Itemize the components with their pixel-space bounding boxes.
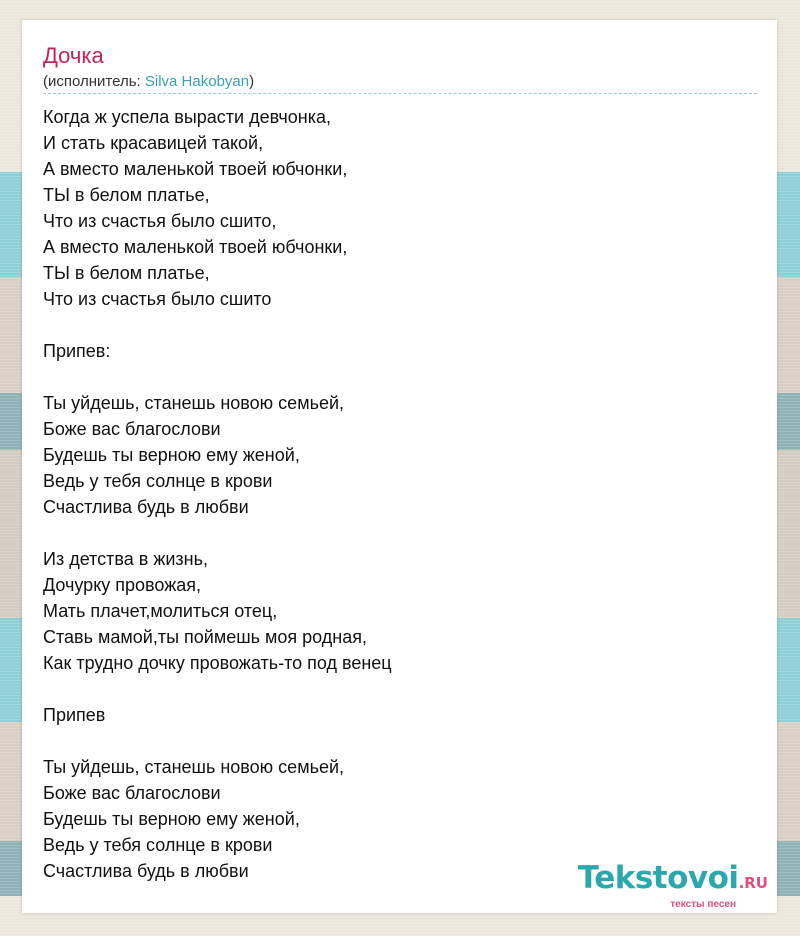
- lyric-line: Боже вас благослови: [43, 419, 221, 439]
- lyric-line: ТЫ в белом платье,: [43, 263, 210, 283]
- logo-wordmark: [578, 861, 768, 900]
- song-title: Дочка: [43, 43, 104, 68]
- lyric-line: Счастлива будь в любви: [43, 861, 249, 881]
- lyric-line: [43, 312, 392, 338]
- lyric-line: Что из счастья было сшито: [43, 289, 272, 309]
- lyric-line: ТЫ в белом платье,: [43, 185, 210, 205]
- lyric-line: Счастлива будь в любви: [43, 497, 249, 517]
- logo-tld: .RU: [738, 874, 768, 892]
- artist-suffix: ): [249, 73, 255, 90]
- lyric-line: Боже вас благослови: [43, 783, 221, 803]
- artist-prefix: (исполнитель:: [43, 73, 145, 90]
- lyric-line: Ты уйдешь, станешь новою семьей,: [43, 393, 345, 413]
- lyric-line: А вместо маленькой твоей юбчонки,: [43, 237, 348, 257]
- lyrics-card: [22, 20, 777, 913]
- lyric-line: Ты уйдешь, станешь новою семьей,: [43, 757, 345, 777]
- lyrics-text: [43, 104, 392, 884]
- lyric-line: Как трудно дочку провожать-то под венец: [43, 653, 392, 673]
- lyric-line: [43, 728, 392, 754]
- lyric-line: Припев:: [43, 341, 111, 361]
- lyric-line: Мать плачет,молиться отец,: [43, 601, 278, 621]
- lyric-line: Дочурку провожая,: [43, 575, 202, 595]
- lyric-line: И стать красавицей такой,: [43, 133, 264, 153]
- lyric-line: [43, 364, 392, 390]
- lyric-line: Ведь у тебя солнце в крови: [43, 471, 273, 491]
- artist-link[interactable]: Silva Hakobyan: [144, 73, 250, 90]
- logo-tagline: тексты песен: [670, 899, 736, 910]
- lyric-line: [43, 520, 392, 546]
- lyric-line: Ведь у тебя солнце в крови: [43, 835, 273, 855]
- lyric-line: А вместо маленькой твоей юбчонки,: [43, 159, 348, 179]
- lyric-line: [43, 676, 392, 702]
- lyric-line: Припев: [43, 705, 106, 725]
- lyric-line: Что из счастья было сшито,: [43, 211, 277, 231]
- lyric-line: Будешь ты верною ему женой,: [43, 809, 300, 829]
- lyric-line: Когда ж успела вырасти девчонка,: [43, 107, 331, 127]
- artist-line: [43, 73, 254, 91]
- site-logo[interactable]: [578, 861, 768, 910]
- logo-name: Tekstovoi: [577, 860, 739, 896]
- lyric-line: Ставь мамой,ты поймешь моя родная,: [43, 627, 367, 647]
- lyric-line: Из детства в жизнь,: [43, 549, 208, 569]
- lyric-line: Будешь ты верною ему женой,: [43, 445, 300, 465]
- divider: [43, 93, 757, 94]
